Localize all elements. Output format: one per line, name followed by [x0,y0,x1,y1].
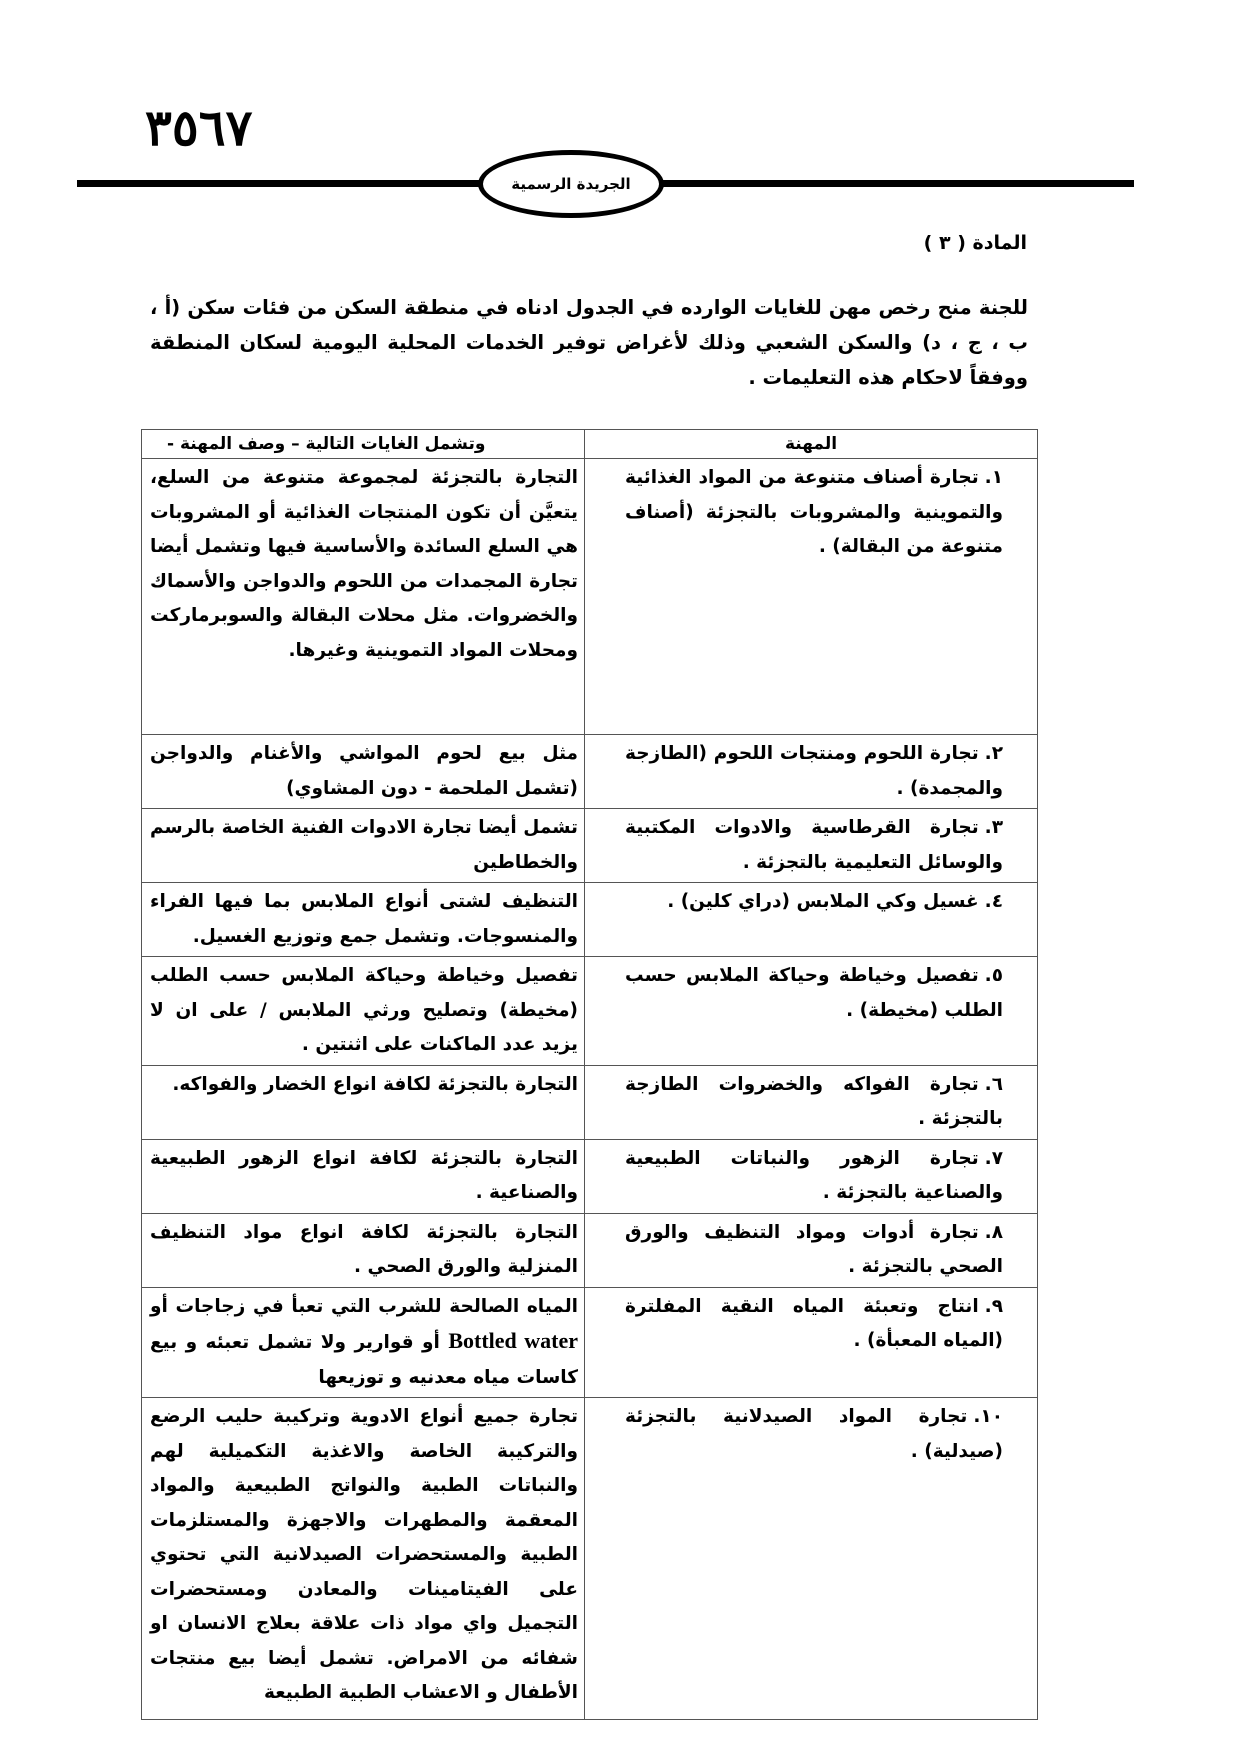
row-number: ٥. [984,965,1003,986]
row-number: ٦. [984,1073,1003,1095]
profession-text: تجارة المواد الصيدلانية بالتجزئة (صيدلية) . [625,1406,1003,1462]
description-text: أو قوارير ولا تشمل تعبئه و بيع كاسات مياه معدنيه و توزيعها [150,1332,578,1388]
profession-cell [585,957,1038,1066]
profession-cell [585,1213,1038,1287]
table-row [142,1213,1038,1287]
description-cell [142,1287,585,1398]
table-header-row [142,430,1038,459]
profession-text: تجارة الفواكه والخضروات الطازجة بالتجزئة . [625,1073,1003,1129]
table-row [142,809,1038,883]
profession-text: انتاج وتعبئة المياه النقية المفلترة (المياه المعبأة) . [625,1295,1003,1351]
row-number: ٣. [984,817,1003,838]
table-row [142,1398,1038,1720]
description-cell: التجارة بالتجزئة لكافة انواع الزهور الطبيعية والصناعية . [142,1139,585,1213]
page-number: ٣٥٦٧ [145,98,253,157]
profession-cell [585,1398,1038,1720]
row-number: ٧. [984,1147,1003,1169]
profession-text: تجارة القرطاسية والادوات المكتبية والوسائل التعليمية بالتجزئة . [625,817,1003,873]
header-description: وتشمل الغايات التالية – وصف المهنة - [142,430,585,459]
profession-cell [585,735,1038,809]
profession-cell [585,459,1038,735]
article-title: المادة ( ٣ ) [923,232,1027,254]
description-cell: التجارة بالتجزئة لكافة انواع مواد التنظيف المنزلية والورق الصحي . [142,1213,585,1287]
profession-cell [585,883,1038,957]
table-row [142,459,1038,735]
table-row [142,957,1038,1066]
row-number: ١٠. [973,1406,1003,1427]
profession-cell [585,1287,1038,1398]
description-english-term: Bottled water [448,1328,578,1353]
table-row [142,735,1038,809]
profession-text: تجارة الزهور والنباتات الطبيعية والصناعية بالتجزئة . [625,1147,1003,1203]
row-number: ١. [984,467,1003,488]
description-cell: تجارة جميع أنواع الادوية وتركيبة حليب الرضع والتركيبة الخاصة والاغذية التكميلية لهم والنباتات الطبية والنواتج الطبيعية والمواد المعقمة والمطهرات والاجهزة والمستلزمات الطبية والمستحضرات الصيدلانية التي تحتوي على الفيتامينات والمعادن ومستحضرات التجميل واي مواد ذات علاقة بعلاج الانسان او شفائه من الامراض. تشمل أيضا بيع منتجات الأطفال و الاعشاب الطبية الطبيعة [142,1398,585,1720]
profession-text: تفصيل وخياطة وحياكة الملابس حسب الطلب (مخيطة) . [625,965,1003,1021]
article-intro: للجنة منح رخص مهن للغايات الوارده في الجدول ادناه في منطقة السكن من فئات سكن (أ ، ب ، ج ، د) والسكن الشعبي وذلك لأغراض توفير الخدمات المحلية اليومية لسكان المنطقة ووفقاً لاحكام هذه التعليمات . [150,296,1028,389]
table-row [142,883,1038,957]
description-cell: مثل بيع لحوم المواشي والأغنام والدواجن (تشمل الملحمة - دون المشاوي) [142,735,585,809]
table-row [142,1287,1038,1398]
row-number: ٩. [984,1295,1003,1317]
table-row [142,1065,1038,1139]
description-cell: التجارة بالتجزئة لكافة انواع الخضار والفواكه. [142,1065,585,1139]
profession-text: تجارة أصناف متنوعة من المواد الغذائية والتموينية والمشروبات بالتجزئة (أصناف متنوعة من البقالة) . [625,467,1003,557]
professions-table [141,429,1038,1720]
header-profession: المهنة [585,430,1038,459]
description-cell: التجارة بالتجزئة لمجموعة متنوعة من السلع، يتعيَّن أن تكون المنتجات الغذائية أو المشروبات هي السلع السائدة والأساسية فيها وتشمل أيضا تجارة المجمدات من اللحوم والدواجن والأسماك والخضروات. مثل محلات البقالة والسوبرماركت ومحلات المواد التموينية وغيرها. [142,459,585,735]
gazette-emblem [478,150,664,218]
profession-cell [585,1139,1038,1213]
description-cell: تشمل أيضا تجارة الادوات الفنية الخاصة بالرسم والخطاطين [142,809,585,883]
gazette-title: الجريدة الرسمية [511,175,631,193]
profession-text: تجارة اللحوم ومنتجات اللحوم (الطازجة والمجمدة) . [625,743,1003,799]
profession-text: تجارة أدوات ومواد التنظيف والورق الصحي بالتجزئة . [625,1221,1003,1277]
row-number: ٢. [984,743,1003,764]
description-cell: تفصيل وخياطة وحياكة الملابس حسب الطلب (مخيطة) وتصليح ورثي الملابس / على ان لا يزيد عدد الماكنات على اثنتين . [142,957,585,1066]
description-cell: التنظيف لشتى أنواع الملابس بما فيها الفراء والمنسوجات. وتشمل جمع وتوزيع الغسيل. [142,883,585,957]
description-text: المياه الصالحة للشرب التي تعبأ في زجاجات أو [150,1295,578,1317]
profession-text: غسيل وكي الملابس (دراي كلين) . [667,891,979,912]
profession-cell [585,809,1038,883]
row-number: ٤. [984,891,1003,912]
profession-cell [585,1065,1038,1139]
row-number: ٨. [984,1221,1003,1243]
table-row [142,1139,1038,1213]
